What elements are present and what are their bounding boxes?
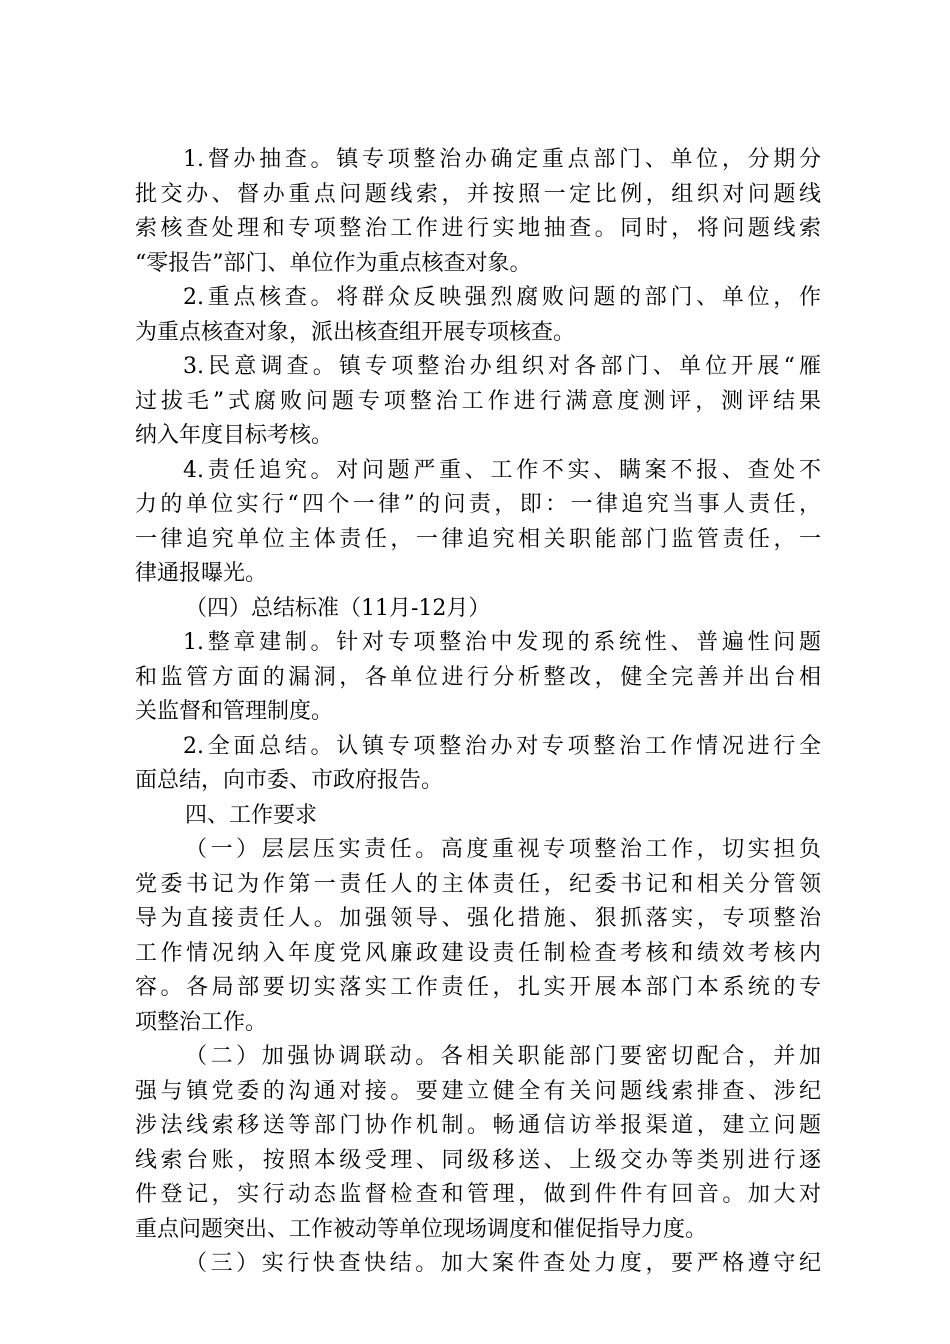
paragraph-5-line-2: 和监管方面的漏洞，各单位进行分析整改，健全完善并出台相 [135, 664, 821, 690]
paragraph-1-line-2: 批交办、督办重点问题线索，并按照一定比例，组织对问题线 [135, 181, 821, 207]
paragraph-3-line-1: 3.民意调查。镇专项整治办组织对各部门、单位开展“雁 [183, 354, 821, 379]
paragraph-8-line-1: （二）加强协调联动。各相关职能部门要密切配合，并加 [185, 1044, 821, 1069]
paragraph-8-line-3: 涉法线索移送等部门协作机制。畅通信访举报渠道，建立问题 [135, 1113, 821, 1138]
paragraph-3-line-3: 纳入年度目标考核。 [135, 423, 334, 448]
paragraph-7-line-5: 容。各局部要切实落实工作责任，扎实开展本部门本系统的专 [135, 975, 821, 1000]
paragraph-1-line-3: 索核查处理和专项整治工作进行实地抽查。同时，将问题线索 [135, 216, 821, 241]
paragraph-1-line-1: 1.督办抽查。镇专项整治办确定重点部门、单位，分期分 [183, 147, 821, 172]
paragraph-7-line-3: 导为直接责任人。加强领导、强化措施、狠抓落实，专项整治 [135, 906, 821, 931]
paragraph-2-line-1: 2.重点核查。将群众反映强烈腐败问题的部门、单位，作 [183, 285, 821, 310]
paragraph-5-line-3: 关监督和管理制度。 [135, 699, 334, 724]
paragraph-8-line-5: 件登记，实行动态监督检查和管理，做到件件有回音。加大对 [135, 1182, 821, 1207]
paragraph-8-line-6: 重点问题突出、工作被动等单位现场调度和催促指导力度。 [135, 1216, 708, 1242]
paragraph-2-line-2: 为重点核查对象，派出核查组开展专项核查。 [135, 319, 576, 345]
paragraph-5-line-1: 1.整章建制。针对专项整治中发现的系统性、普遍性问题 [183, 630, 821, 655]
section-heading-work-requirements: 四、工作要求 [185, 802, 318, 828]
document-body [135, 143, 821, 1282]
paragraph-8-line-2: 强与镇党委的沟通对接。要建立健全有关问题线索排查、涉纪 [135, 1078, 821, 1104]
paragraph-9-line-1: （三）实行快查快结。加大案件查处力度，要严格遵守纪 [185, 1251, 821, 1276]
paragraph-3-line-2: 过拔毛”式腐败问题专项整治工作进行满意度测评，测评结果 [135, 388, 821, 414]
paragraph-4-line-1: 4.责任追究。对问题严重、工作不实、瞒案不报、查处不 [183, 457, 821, 483]
paragraph-4-line-2: 力的单位实行“四个一律”的问责，即：一律追究当事人责任， [135, 492, 821, 517]
paragraph-6-line-2: 面总结，向市委、市政府报告。 [135, 768, 444, 793]
paragraph-7-line-1: （一）层层压实责任。高度重视专项整治工作，切实担负 [185, 837, 821, 862]
paragraph-1-line-4: “零报告”部门、单位作为重点核查对象。 [135, 250, 532, 276]
paragraph-4-line-3: 一律追究单位主体责任，一律追究相关职能部门监管责任，一 [135, 526, 821, 552]
paragraph-6-line-1: 2.全面总结。认镇专项整治办对专项整治工作情况进行全 [183, 733, 821, 759]
paragraph-7-line-4: 工作情况纳入年度党风廉政建设责任制检查考核和绩效考核内 [135, 940, 821, 966]
section-heading-summary-standard: （四）总结标准（11月-12月） [185, 595, 491, 621]
paragraph-7-line-2: 党委书记为作第一责任人的主体责任，纪委书记和相关分管领 [135, 871, 821, 897]
paragraph-7-line-6: 项整治工作。 [135, 1009, 268, 1035]
paragraph-8-line-4: 线索台账，按照本级受理、同级移送、上级交办等类别进行逐 [135, 1147, 821, 1173]
paragraph-4-line-4: 律通报曝光。 [135, 561, 268, 586]
